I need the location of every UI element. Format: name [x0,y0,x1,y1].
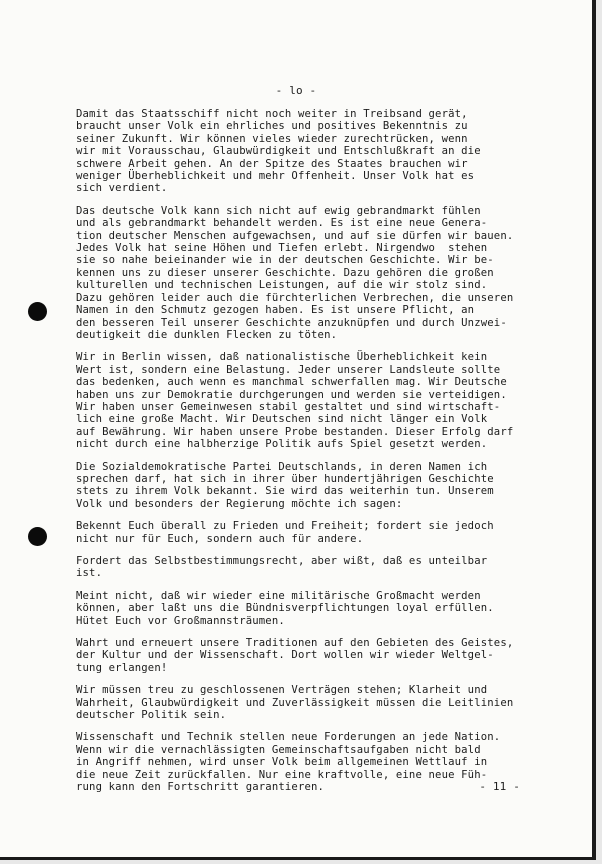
punch-hole-lower [28,527,47,546]
paragraph: Fordert das Selbstbestimmungsrecht, aber wißt, daß es unteilbar ist. [76,555,488,580]
paragraph: Die Sozialdemokratische Partei Deutschlands, in deren Namen ich sprechen darf, hat sich in ihrer über hundertjährigen Geschichte stets zu ihrem Volk bekannt. Sie wird das weiterhin tun. Unserem Volk und besonders der Regierung möchte ich sagen: [76,460,494,510]
paragraph: Wir müssen treu zu geschlossenen Verträgen stehen; Klarheit und Wahrheit, Glaubwürdigkeit und Zuverlässigkeit müssen die Leitlinien deutscher Politik sein. [76,684,514,722]
page-number-bottom: - 11 - [479,780,520,793]
paragraph: Wissenschaft und Technik stellen neue Forderungen an jede Nation. Wenn wir die vernachlässigten Gemeinschaftsaufgaben nicht bald in Angriff nehmen, wird unser Volk beim allgemeinen Wettlauf in die neue Zeit zurückfallen. Nur eine kraftvolle, eine neue Füh- rung kann den Fortschritt garantieren. [76,731,501,794]
body-text [76,108,566,804]
paragraph: Wir in Berlin wissen, daß nationalistische Überheblichkeit kein Wert ist, sondern eine Belastung. Jeder unserer Landsleute sollte das bedenken, auch wenn es manchmal schwerfallen mag. Wir Deutsche haben uns zur Demokratie durchgerungen und werden sie verteidigen. Wir haben unser Gemeinwesen stabil gestaltet und sind wirtschaft- lich eine große Macht. Wir Deutschen sind nicht länger ein Volk auf Bewährung. Wir haben unsere Probe bestanden. Dieser Erfolg darf nicht durch eine halbherzige Politik aufs Spiel gesetzt werden. [76,351,514,451]
paragraph: Das deutsche Volk kann sich nicht auf ewig gebrandmarkt fühlen und als gebrandmarkt behandelt werden. Es ist eine neue Genera- tion deutscher Menschen aufgewachsen, und auf sie dürfen wir bauen. Jedes Volk hat seine Höhen und Tiefen erlebt. Nirgendwo stehen sie so nahe beieinander wie in der deutschen Geschichte. Wir be- kennen uns zu dieser unserer Geschichte. Dazu gehören die großen kulturellen und technischen Leistungen, auf die wir stolz sind. Dazu gehören leider auch die fürchterlichen Verbrechen, die unseren Namen in den Schmutz gezogen haben. Es ist unsere Pflicht, an den besseren Teil unserer Geschichte anzuknüpfen und durch Unzwei- deutigkeit die dunklen Flecken zu töten. [76,204,514,341]
paragraph: Damit das Staatsschiff nicht noch weiter in Treibsand gerät, braucht unser Volk ein ehrliches und positives Bekenntnis zu seiner Zukunft. Wir können vieles wieder zurechtrücken, wenn wir mit Vorausschau, Glaubwürdigkeit und Entschlußkraft an die schwere Arbeit gehen. An der Spitze des Staates brauchen wir weniger Überheblichkeit und mehr Offenheit. Unser Volk hat es sich verdient. [76,108,481,195]
paragraph: Bekennt Euch überall zu Frieden und Freiheit; fordert sie jedoch nicht nur für Euch, sondern auch für andere. [76,520,494,545]
paragraph: Meint nicht, daß wir wieder eine militärische Großmacht werden können, aber laßt uns die Bündnisverpflichtungen loyal erfüllen. Hütet Euch vor Großmannsträumen. [76,589,494,627]
punch-hole-upper [28,302,47,321]
page-number-top: - lo - [275,84,317,97]
paragraph: Wahrt und erneuert unsere Traditionen auf den Gebieten des Geistes, der Kultur und der Wissenschaft. Dort wollen wir wieder Weltgel- tung erlangen! [76,637,514,674]
